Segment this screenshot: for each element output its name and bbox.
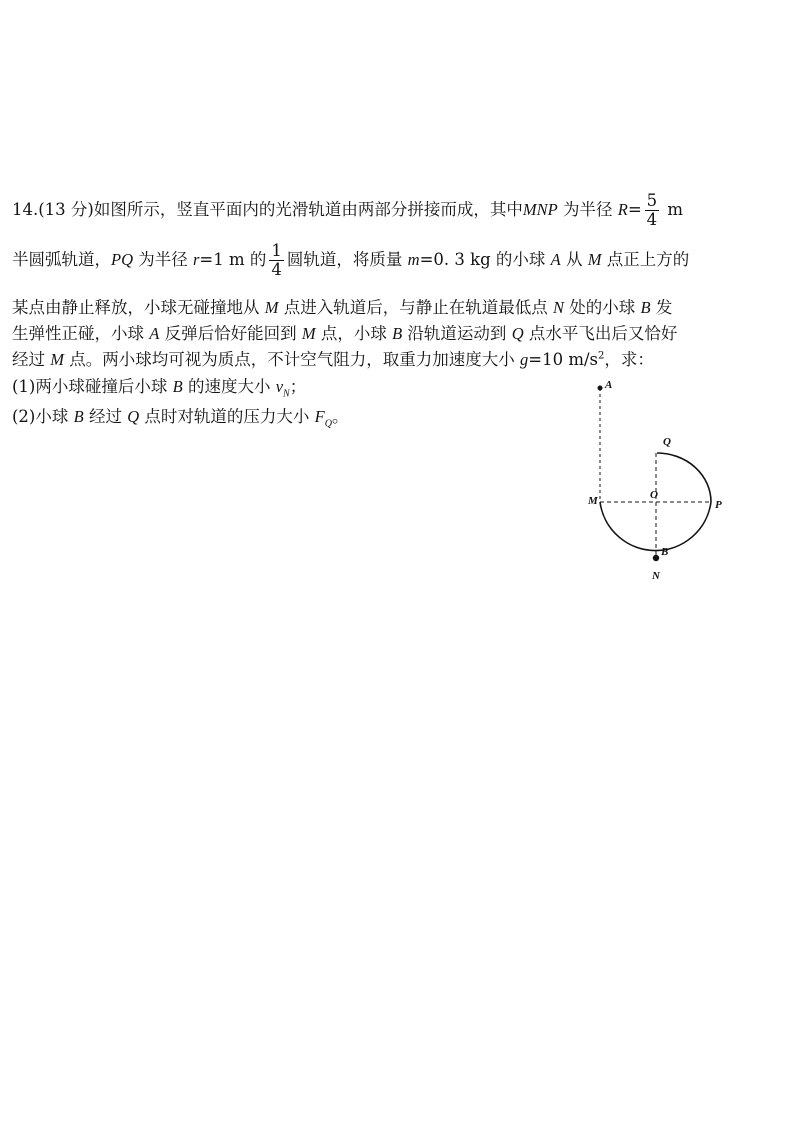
symbol-Q: Q — [511, 324, 524, 343]
text-run: 的速度大小 — [182, 377, 276, 396]
subscript: Q — [324, 418, 332, 430]
track-diagram-svg — [560, 375, 740, 595]
label-Q: Q — [663, 436, 671, 448]
symbol-B: B — [73, 407, 84, 426]
fraction-denominator: 4 — [271, 260, 282, 279]
symbol-A: A — [550, 250, 561, 269]
text-run: 如图所示，竖直平面内的光滑轨道由两部分拼接而成，其中 — [93, 200, 523, 219]
ball-b-dot — [653, 555, 659, 561]
track-diagram — [560, 375, 740, 595]
symbol-g: g — [520, 350, 529, 369]
text-run: 点。两小球均可视为质点，不计空气阻力，取重力加速度大小 — [64, 350, 520, 369]
symbol-F: F — [314, 407, 325, 426]
symbol-r: r — [193, 250, 200, 269]
text-run: 沿轨道运动到 — [402, 324, 512, 343]
text-run: 点进入轨道后，与静止在轨道最低点 — [278, 298, 553, 317]
text-run: =0. 3 kg 的小球 — [419, 250, 551, 269]
symbol-Q: Q — [127, 407, 140, 426]
quarter-circle-track-pq — [657, 453, 711, 502]
label-O: O — [650, 489, 658, 501]
question-line-3 — [12, 294, 672, 318]
sub-question-2 — [12, 403, 348, 429]
text-run: 从 — [560, 250, 588, 269]
superscript: 2 — [598, 350, 605, 362]
text-run: (2)小球 — [12, 407, 74, 426]
text-run: 经过 — [83, 407, 128, 426]
text-run: 半圆弧轨道， — [12, 250, 111, 269]
label-A: A — [605, 379, 613, 391]
fraction-5-4 — [645, 192, 660, 229]
symbol-v: v — [275, 377, 284, 396]
label-P: P — [715, 499, 722, 511]
text-run: 发 — [650, 298, 673, 317]
question-number: 14. — [12, 200, 39, 219]
text-run: 生弹性正碰，小球 — [12, 324, 150, 343]
text-run: ，求： — [604, 350, 654, 369]
sub-question-1 — [12, 373, 306, 399]
question-line-1 — [12, 192, 683, 229]
text-run: =1 m 的 — [199, 250, 267, 269]
question-line-5 — [12, 346, 654, 370]
text-run: 某点由静止释放，小球无碰撞地从 — [12, 298, 265, 317]
label-M: M — [588, 495, 598, 507]
text-run: m — [662, 200, 684, 219]
text-run: 点，小球 — [315, 324, 393, 343]
question-score: (13 分) — [38, 200, 94, 219]
text-run: 圆轨道，将质量 — [286, 250, 408, 269]
symbol-R: R — [617, 200, 628, 219]
text-run: =10 m/s — [528, 350, 598, 369]
text-run: ； — [289, 377, 307, 396]
symbol-M: M — [587, 250, 602, 269]
fraction-1-4 — [269, 242, 284, 279]
symbol-N: N — [553, 298, 565, 317]
symbol-pq: PQ — [111, 250, 133, 269]
text-run: 处的小球 — [564, 298, 641, 317]
ball-a-dot — [598, 386, 603, 391]
text-run: 为半径 — [133, 250, 193, 269]
text-run: 为半径 — [557, 200, 618, 219]
text-run: (1)两小球碰撞后小球 — [12, 377, 173, 396]
text-run: 点水平飞出后又恰好 — [523, 324, 678, 343]
symbol-B: B — [172, 377, 183, 396]
symbol-mnp: MNP — [522, 200, 558, 219]
text-run: 反弹后恰好能回到 — [159, 324, 302, 343]
label-B: B — [661, 546, 669, 558]
fraction-numerator: 5 — [646, 191, 658, 210]
question-line-2 — [12, 242, 689, 279]
symbol-m: m — [407, 250, 420, 269]
text-run: 点正上方的 — [601, 250, 690, 269]
symbol-M: M — [50, 350, 64, 369]
question-line-4 — [12, 320, 677, 344]
symbol-B: B — [392, 324, 403, 343]
fraction-numerator: 1 — [271, 241, 282, 260]
text-run: = — [627, 200, 642, 219]
text-run: 。 — [331, 407, 349, 426]
symbol-M: M — [301, 324, 316, 343]
text-run: 点时对轨道的压力大小 — [139, 407, 315, 426]
subscript: N — [283, 388, 290, 400]
symbol-A: A — [149, 324, 160, 343]
symbol-B: B — [640, 298, 651, 317]
fraction-denominator: 4 — [646, 210, 658, 229]
text-run: 经过 — [12, 350, 51, 369]
symbol-M: M — [264, 298, 279, 317]
label-N: N — [652, 570, 660, 582]
